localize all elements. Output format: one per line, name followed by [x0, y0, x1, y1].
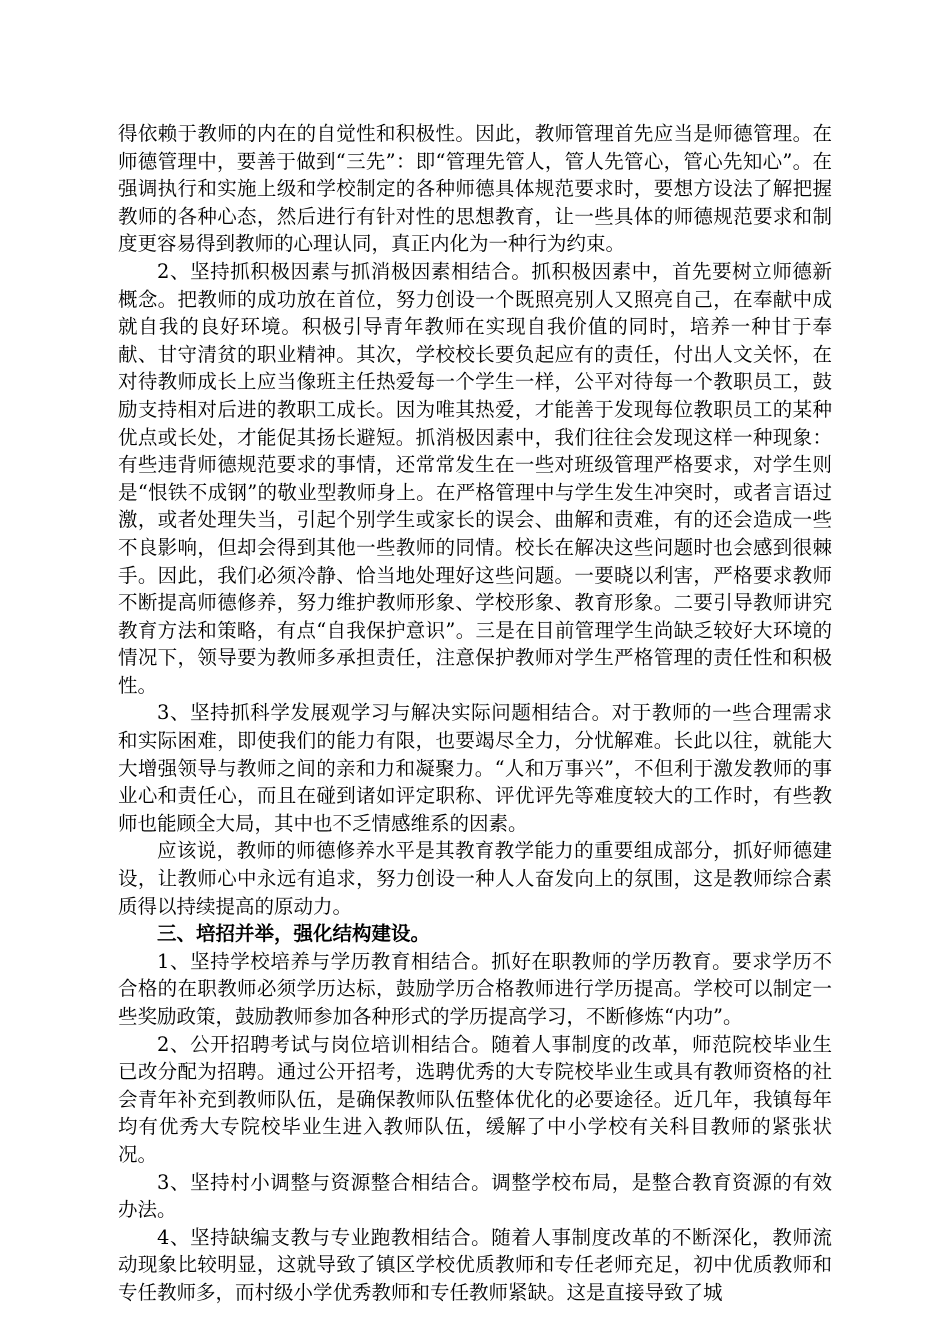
- paragraph-village-school-adjustment: 3、坚持村小调整与资源整合相结合。调整学校布局，是整合教育资源的有效办法。: [118, 1170, 832, 1222]
- paragraph-teacher-ethics-management: 得依赖于教师的内在的自觉性和积极性。因此，教师管理首先应当是师德管理。在师德管理中，要善于做到“三先”：即“管理先管人，管人先管心，管心先知心”。在强调执行和实施上级和学校制定的各种师德具体规范要求时，要想方设法了解把握教师的各种心态，然后进行有针对性的思想教育，让一些具体的师德规范要求和制度更容易得到教师的心理认同，真正内化为一种行为约束。: [118, 122, 832, 256]
- paragraph-teacher-rotation: 4、坚持缺编支教与专业跑教相结合。随着人事制度改革的不断深化，教师流动现象比较明显，这就导致了镇区学校优质教师和专任老师充足，初中优质教师和专任教师多，而村级小学优秀教师和专任教师紧缺。这是直接导致了城: [118, 1225, 832, 1304]
- paragraph-ethics-summary: 应该说，教师的师德修养水平是其教育教学能力的重要组成部分，抓好师德建设，让教师心中永远有追求，努力创设一种人人奋发向上的氛围，这是教师综合素质得以持续提高的原动力。: [118, 839, 832, 918]
- paragraph-positive-negative-factors: 2、坚持抓积极因素与抓消极因素相结合。抓积极因素中，首先要树立师德新概念。把教师的成功放在首位，努力创设一个既照亮别人又照亮自己，在奉献中成就自我的良好环境。积极引导青年教师在实现自我价值的同时，培养一种甘于奉献、甘守清贫的职业精神。其次，学校校长要负起应有的责任，付出人文关怀，在对待教师成长上应当像班主任热爱每一个学生一样，公平对待每一个教职员工，鼓励支持相对后进的教职工成长。因为唯其热爱，才能善于发现每位教职员工的某种优点或长处，才能促其扬长避短。抓消极因素中，我们往往会发现这样一种现象：有些违背师德规范要求的事情，还常常发生在一些对班级管理严格要求，对学生则是“恨铁不成钢”的敬业型教师身上。在严格管理中与学生发生冲突时，或者言语过激，或者处理失当，引起个别学生或家长的误会、曲解和责难，有的还会造成一些不良影响，但却会得到其他一些教师的同情。校长在解决这些问题时也会感到很棘手。因此，我们必须冷静、恰当地处理好这些问题。一要晓以利害，严格要求教师不断提高师德修养，努力维护教师形象、学校形象、教育形象。二要引导教师讲究教育方法和策略，有点“自我保护意识”。三是在目前管理学生尚缺乏较好大环境的情况下，领导要为教师多承担责任，注意保护教师对学生严格管理的责任性和积极性。: [118, 259, 832, 697]
- document-body: [118, 120, 832, 1307]
- paragraph-scientific-development: 3、坚持抓科学发展观学习与解决实际问题相结合。对于教师的一些合理需求和实际困难，即使我们的能力有限，也要竭尽全力，分忧解难。长此以往，就能大大增强领导与教师之间的亲和力和凝聚力。“人和万事兴”，不但利于激发教师的事业心和责任心，而且在碰到诸如评定职称、评优评先等难度较大的工作时，有些教师也能顾全大局，其中也不乏情感维系的因素。: [118, 701, 832, 835]
- paragraph-school-training: 1、坚持学校培养与学历教育相结合。抓好在职教师的学历教育。要求学历不合格的在职教师必须学历达标，鼓励学历合格教师进行学历提高。学校可以制定一些奖励政策，鼓励教师参加各种形式的学历提高学习，不断修炼“内功”。: [118, 949, 832, 1028]
- section-heading-structure-building: 三、培招并举，强化结构建设。: [157, 922, 431, 946]
- paragraph-public-recruitment: 2、公开招聘考试与岗位培训相结合。随着人事制度的改革，师范院校毕业生已改分配为招聘。通过公开招考，选聘优秀的大专院校毕业生或具有教师资格的社会青年补充到教师队伍，是确保教师队伍整体优化的必要途径。近几年，我镇每年均有优秀大专院校毕业生进入教师队伍，缓解了中小学校有关科目教师的紧张状况。: [118, 1032, 832, 1166]
